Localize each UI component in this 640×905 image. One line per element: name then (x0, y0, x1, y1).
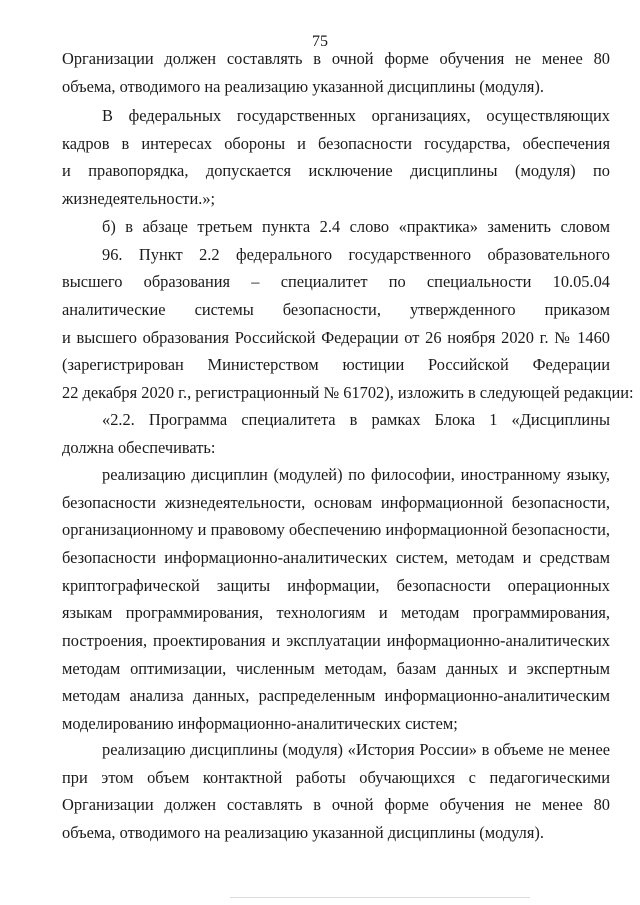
text-line: при этом объем контактной работы обучающихся с педагогическими (62, 768, 610, 787)
text-line: Организации должен составлять в очной форме обучения не менее 80 (62, 795, 610, 814)
text-line: реализацию дисциплины (модуля) «История России» в объеме не менее (102, 740, 610, 759)
text-line: и высшего образования Российской Федерации от 26 ноября 2020 г. № 1460 (62, 328, 610, 347)
text-line: реализацию дисциплин (модулей) по философии, иностранному языку, (102, 465, 610, 484)
text-line: В федеральных государственных организациях, осуществляющих (102, 106, 610, 125)
text-line: кадров в интересах обороны и безопасности государства, обеспечения (62, 134, 610, 153)
text-line: построения, проектирования и эксплуатации информационно-аналитических (62, 631, 610, 650)
text-line: 22 декабря 2020 г., регистрационный № 61702), изложить в следующей редакции: (62, 383, 634, 402)
text-line: объема, отводимого на реализацию указанной дисциплины (модуля). (62, 77, 544, 96)
text-line: криптографической защиты информации, безопасности операционных (62, 576, 610, 595)
text-line: объема, отводимого на реализацию указанной дисциплины (модуля). (62, 823, 544, 842)
text-line: методам оптимизации, численным методам, базам данных и экспертным (62, 659, 610, 678)
text-line: безопасности жизнедеятельности, основам информационной безопасности, (62, 493, 610, 512)
text-line: должна обеспечивать: (62, 438, 216, 457)
text-line: моделированию информационно-аналитических систем; (62, 714, 458, 733)
scan-edge-line (230, 897, 530, 898)
text-line: жизнедеятельности.»; (62, 189, 216, 208)
text-line: безопасности информационно-аналитических систем, методам и средствам (62, 548, 610, 567)
text-line: 96. Пункт 2.2 федерального государственного образовательного (102, 245, 610, 264)
text-line: и правопорядка, допускается исключение дисциплины (модуля) по (62, 161, 610, 180)
text-line: «2.2. Программа специалитета в рамках Блока 1 «Дисциплины (102, 410, 610, 429)
text-line: методам анализа данных, распределенным информационно-аналитическим (62, 686, 610, 705)
text-line: Организации должен составлять в очной форме обучения не менее 80 (62, 49, 610, 68)
text-line: организационному и правовому обеспечению информационной безопасности, (62, 520, 610, 539)
text-line: языкам программирования, технологиям и методам программирования, (62, 603, 610, 622)
page-number: 75 (312, 33, 328, 50)
text-line: б) в абзаце третьем пункта 2.4 слово «практика» заменить словом (102, 217, 610, 236)
text-line: (зарегистрирован Министерством юстиции Российской Федерации (62, 355, 610, 374)
text-line: высшего образования – специалитет по специальности 10.05.04 (62, 272, 610, 291)
text-line: аналитические системы безопасности, утвержденного приказом (62, 300, 610, 319)
